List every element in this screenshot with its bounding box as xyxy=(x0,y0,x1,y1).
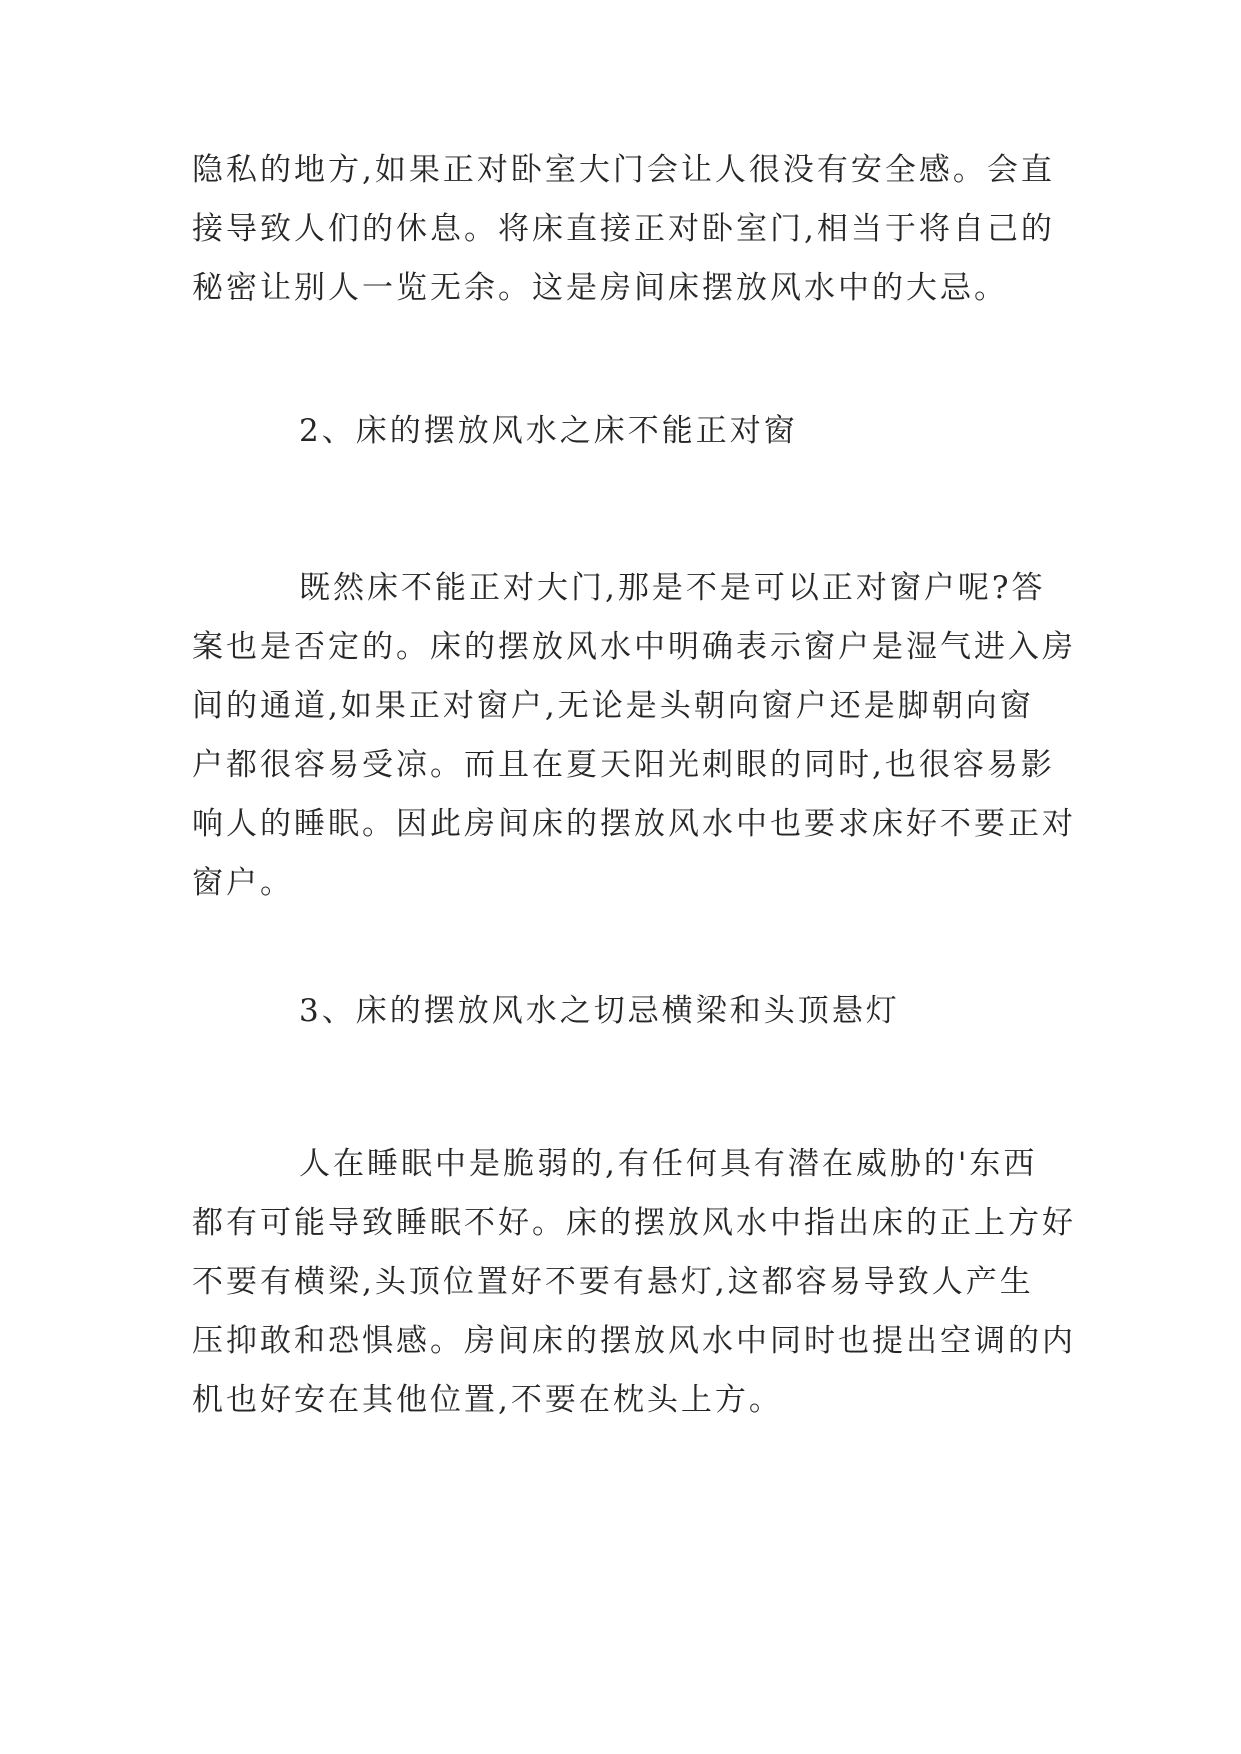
paragraph-section-2 xyxy=(192,559,1076,913)
paragraph-line: 案也是否定的。床的摆放风水中明确表示窗户是湿气进入房 xyxy=(192,629,1076,665)
paragraph-line: 不要有横梁,头顶位置好不要有悬灯,这都容易导致人产生 xyxy=(192,1264,1034,1300)
paragraph-line: 窗户。 xyxy=(192,865,294,901)
paragraph-line: 户都很容易受凉。而且在夏天阳光刺眼的同时,也很容易影 xyxy=(192,747,1055,783)
paragraph-line: 既然床不能正对大门,那是不是可以正对窗户呢?答 xyxy=(299,570,1046,606)
section-heading-3: 3、床的摆放风水之切忌横梁和头顶悬灯 xyxy=(299,993,900,1029)
paragraph-line: 秘密让别人一览无余。这是房间床摆放风水中的大忌。 xyxy=(192,270,1008,306)
paragraph-line: 接导致人们的休息。将床直接正对卧室门,相当于将自己的 xyxy=(192,211,1055,247)
paragraph-line: 间的通道,如果正对窗户,无论是头朝向窗户还是脚朝向窗 xyxy=(192,688,1034,724)
paragraph-line: 压抑敢和恐惧感。房间床的摆放风水中同时也提出空调的内 xyxy=(192,1323,1076,1359)
paragraph-intro xyxy=(192,141,1055,318)
paragraph-line: 人在睡眠中是脆弱的,有任何具有潜在威胁的'东西 xyxy=(299,1146,1038,1182)
section-heading-2: 2、床的摆放风水之床不能正对窗 xyxy=(299,413,798,449)
paragraph-line: 机也好安在其他位置,不要在枕头上方。 xyxy=(192,1382,783,1418)
paragraph-line: 隐私的地方,如果正对卧室大门会让人很没有安全感。会直 xyxy=(192,152,1055,188)
paragraph-line: 都有可能导致睡眠不好。床的摆放风水中指出床的正上方好 xyxy=(192,1205,1076,1241)
paragraph-section-3 xyxy=(192,1135,1076,1430)
paragraph-line: 响人的睡眠。因此房间床的摆放风水中也要求床好不要正对 xyxy=(192,806,1076,842)
